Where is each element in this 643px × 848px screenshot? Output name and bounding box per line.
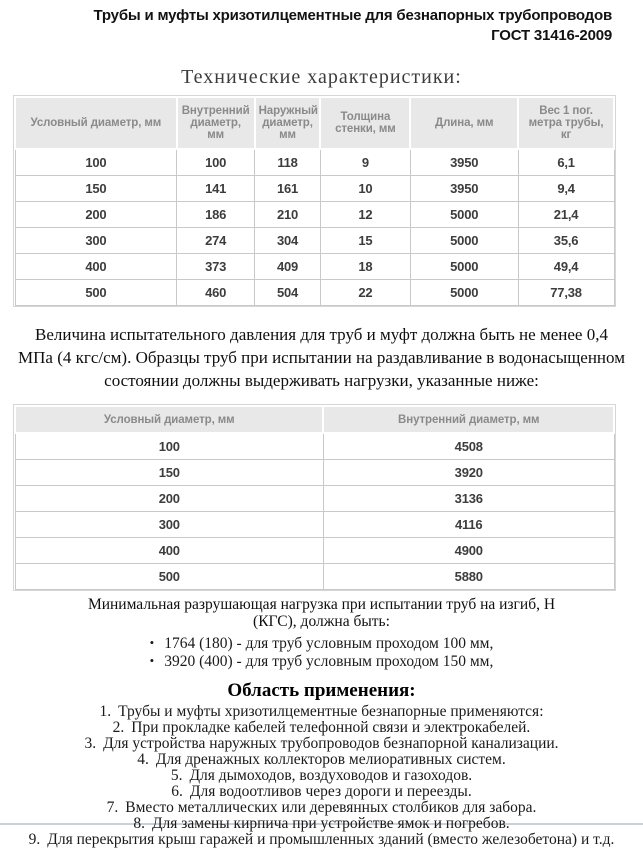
bullet-item-text: 1764 (180) - для труб условным проходом 100 мм, [164, 635, 494, 652]
item-number: 4. [137, 751, 149, 768]
table-cell: 4900 [323, 538, 614, 564]
item-number: 9. [28, 831, 41, 848]
table-cell: 304 [255, 228, 321, 254]
table-cell: 500 [15, 564, 323, 590]
table-row [15, 254, 614, 280]
table-cell: 4508 [323, 433, 614, 460]
specs-table [14, 96, 615, 306]
table-cell: 3920 [323, 460, 614, 486]
table-cell: 9,4 [518, 176, 614, 202]
table-row [15, 564, 614, 590]
table-cell: 6,1 [518, 149, 614, 176]
bullet-icon: • [149, 653, 155, 668]
table-cell: 10 [320, 176, 410, 202]
item-number: 7. [106, 799, 119, 816]
application-item [0, 784, 643, 800]
table-cell: 49,4 [518, 254, 614, 280]
item-number: 6. [171, 783, 183, 800]
column-header: Условный диаметр, мм [15, 97, 177, 149]
specs-table-header [15, 97, 614, 149]
column-header: Условный диаметр, мм [15, 406, 323, 433]
table-row [15, 538, 614, 564]
table-cell: 5000 [410, 280, 518, 306]
application-item [0, 800, 643, 816]
table-cell: 21,4 [518, 202, 614, 228]
table-cell: 3136 [323, 486, 614, 512]
application-item [0, 736, 643, 752]
table-cell: 9 [320, 149, 410, 176]
paragraph-min-breaking-load: Минимальная разрушающая нагрузка при испытании труб на изгиб, Н (КГС), должна быть: [87, 596, 556, 630]
table-cell: 22 [320, 280, 410, 306]
column-header: Вес 1 пог. метра трубы, кг [518, 97, 614, 149]
table-cell: 150 [15, 176, 177, 202]
column-header: Наружный диаметр, мм [255, 97, 321, 149]
application-item [0, 752, 643, 768]
table-cell: 409 [255, 254, 321, 280]
table-header-row [15, 97, 614, 149]
table-cell: 100 [15, 433, 323, 460]
application-item [0, 768, 643, 784]
bullet-item [0, 634, 643, 652]
item-text: Для дымоходов, воздуховодов и газоходов. [189, 767, 473, 784]
table-cell: 500 [15, 280, 177, 306]
section-heading-technical: Технические характеристики: [181, 66, 462, 88]
loads-table [14, 405, 615, 590]
page-title-line1: Трубы и муфты хризотилцементные для безнапорных трубопроводов [93, 7, 612, 24]
specs-table-frame [13, 95, 616, 307]
column-header: Внутренний диаметр, мм [323, 406, 614, 433]
column-header: Толщина стенки, мм [320, 97, 410, 149]
table-row [15, 433, 614, 460]
item-text: Для замены кирпича при устройстве ямок и погребов. [151, 815, 510, 832]
table-cell: 141 [177, 176, 255, 202]
bullet-item [0, 652, 643, 670]
page-title [0, 0, 643, 46]
application-item [0, 832, 643, 848]
paragraph-test-pressure: Величина испытательного давления для труб и муфт должна быть не менее 0,4 МПа (4 кгс/см). Образцы труб при испытании на раздавливание в водонасыщенном состоянии должны выдерживать нагрузки, указанные ниже: [18, 325, 625, 390]
item-text: Для перекрытия крыш гаражей и промышленных зданий (вместо железобетона) и т.д. [47, 831, 615, 848]
table-cell: 400 [15, 254, 177, 280]
column-header: Внутренний диаметр, мм [177, 97, 255, 149]
application-item [0, 816, 643, 832]
table-cell: 18 [320, 254, 410, 280]
column-header: Длина, мм [410, 97, 518, 149]
table-cell: 4116 [323, 512, 614, 538]
table-cell: 35,6 [518, 228, 614, 254]
application-item [0, 720, 643, 736]
table-cell: 3950 [410, 149, 518, 176]
table-row [15, 460, 614, 486]
table-cell: 5000 [410, 254, 518, 280]
table-cell: 186 [177, 202, 255, 228]
section-heading-application: Область применения: [227, 680, 416, 701]
item-number: 8. [133, 815, 145, 832]
table-cell: 100 [15, 149, 177, 176]
loads-table-frame [13, 404, 616, 591]
table-cell: 77,38 [518, 280, 614, 306]
application-list [0, 704, 643, 848]
item-text: Для устройства наружных трубопроводов безнапорной канализации. [103, 735, 559, 752]
item-number: 5. [170, 767, 183, 784]
table-cell: 15 [320, 228, 410, 254]
bullet-icon: • [149, 635, 155, 650]
bullet-list [0, 634, 643, 670]
table-cell: 12 [320, 202, 410, 228]
application-item [0, 704, 643, 720]
specs-table-body [15, 149, 614, 306]
table-cell: 210 [255, 202, 321, 228]
table-cell: 100 [177, 149, 255, 176]
table-cell: 5880 [323, 564, 614, 590]
table-cell: 3950 [410, 176, 518, 202]
bullet-item-text: 3920 (400) - для труб условным проходом 150 мм, [164, 653, 494, 670]
table-cell: 504 [255, 280, 321, 306]
item-number: 3. [84, 735, 97, 752]
item-number: 1. [99, 703, 112, 720]
loads-table-body [15, 433, 614, 590]
table-row [15, 149, 614, 176]
table-row [15, 228, 614, 254]
table-cell: 400 [15, 538, 323, 564]
table-cell: 150 [15, 460, 323, 486]
table-cell: 118 [255, 149, 321, 176]
table-cell: 373 [177, 254, 255, 280]
table-cell: 161 [255, 176, 321, 202]
table-cell: 300 [15, 228, 177, 254]
loads-table-header [15, 406, 614, 433]
item-number: 2. [112, 719, 125, 736]
table-cell: 200 [15, 202, 177, 228]
table-row [15, 486, 614, 512]
table-cell: 200 [15, 486, 323, 512]
item-text: Для водоотливов через дороги и переезды. [189, 783, 472, 800]
item-text: Трубы и муфты хризотилцементные безнапорные применяются: [118, 703, 544, 720]
item-text: При прокладке кабелей телефонной связи и электрокабелей. [131, 719, 531, 736]
table-cell: 274 [177, 228, 255, 254]
table-cell: 5000 [410, 202, 518, 228]
gost-number: ГОСТ 31416-2009 [491, 27, 612, 44]
table-cell: 300 [15, 512, 323, 538]
table-cell: 460 [177, 280, 255, 306]
table-header-row [15, 406, 614, 433]
table-cell: 5000 [410, 228, 518, 254]
table-row [15, 512, 614, 538]
table-row [15, 280, 614, 306]
item-text: Для дренажных коллекторов мелиоративных систем. [155, 751, 506, 768]
table-row [15, 202, 614, 228]
table-row [15, 176, 614, 202]
item-text: Вместо металлических или деревянных столбиков для забора. [125, 799, 537, 816]
